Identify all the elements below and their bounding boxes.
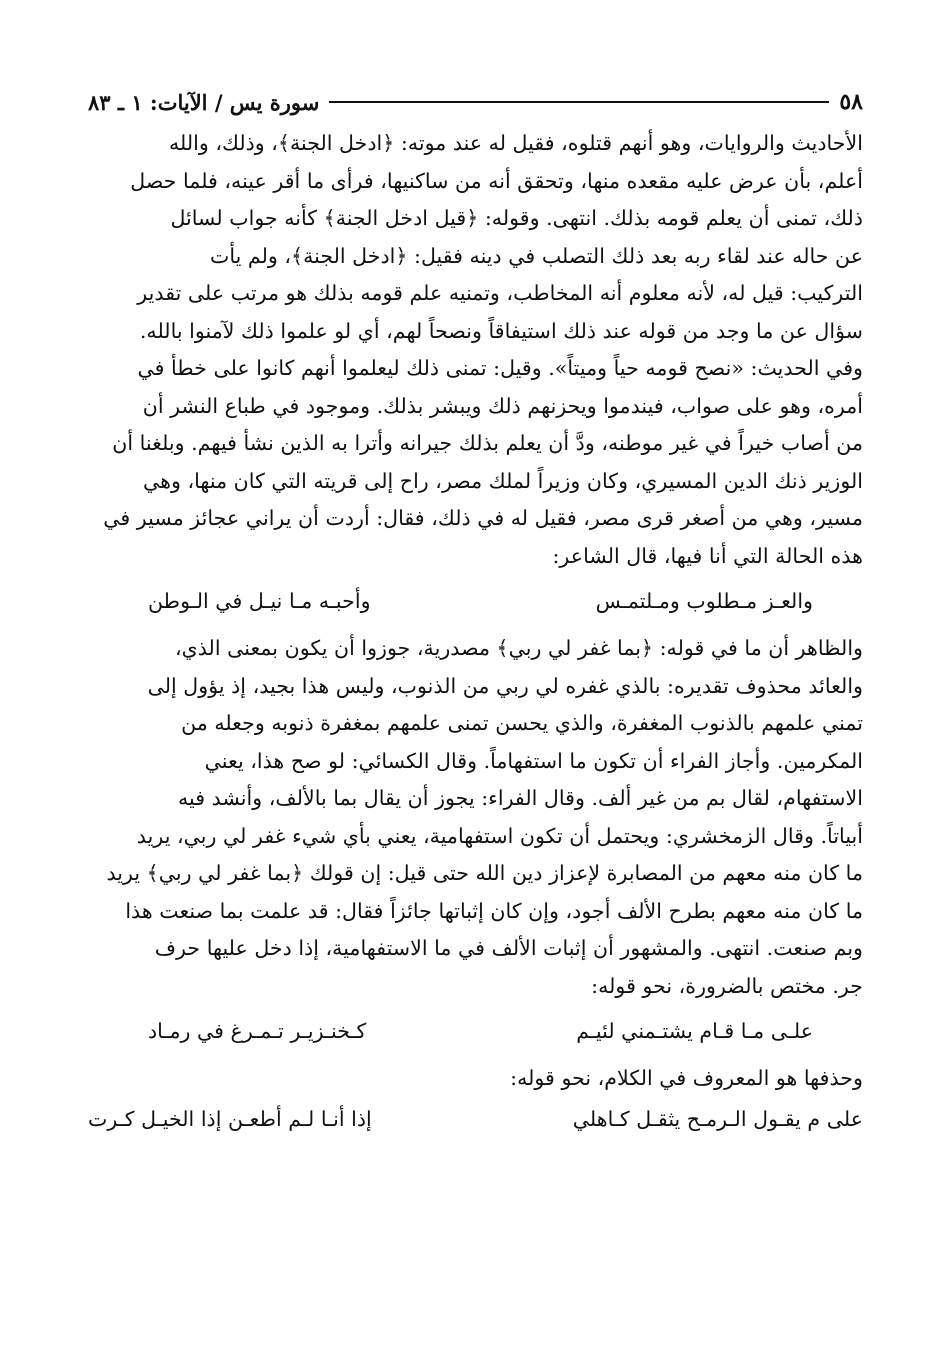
- text-line: أبياتاً. وقال الزمخشري: ويحتمل أن تكون استفهامية، يعني بأي شيء غفر لي ربي، يريد: [136, 823, 863, 848]
- text-line: والعائد محذوف تقديره: بالذي غفره لي ربي من الذنوب، وليس هذا بجيد، إذ يؤول إلى: [147, 673, 863, 698]
- text-line: عن حاله عند لقاء ربه بعد ذلك التصلب في دينه فقيل: ﴿ادخل الجنة﴾، ولم يأت: [209, 243, 863, 268]
- text-line: أعلم، بأن عرض عليه مقعده منها، وتحقق أنه من ساكنيها، فرأى ما أقر عينه، فلما حصل: [130, 168, 863, 193]
- text-line: ذلك، تمنى أن يعلم قومه بذلك. انتهى. وقوله: ﴿قيل ادخل الجنة﴾ كأنه جواب لسائل: [170, 206, 863, 230]
- text-line: مسير، وهي من أصغر قرى مصر، فقيل له في ذلك، فقال: أردت أن يراني عجائز مسير في: [103, 506, 863, 530]
- page-number: ٥٨: [839, 89, 863, 115]
- verse-first-hemistich: علـى مـا قـام يشتـمني لئيـم: [576, 1019, 813, 1043]
- paragraph-2: [88, 630, 863, 1005]
- text-line: الأحاديث والروايات، وهو أنهم قتلوه، فقيل له عند موته: ﴿ادخل الجنة﴾، وذلك، والله: [168, 131, 863, 155]
- page-header: [88, 85, 863, 119]
- book-page: [88, 85, 863, 1142]
- text-line: وبم صنعت. انتهى. والمشهور أن إثبات الألف في ما الاستفهامية، إذا دخل عليها حرف: [154, 936, 863, 960]
- text-line: الوزير ذنك الدين المسيري، وكان وزيراً لملك مصر، راح إلى قريته التي كان منها، وهي: [142, 468, 863, 493]
- text-line: الاستفهام، لقال بم من غير ألف. وقال الفراء: يجوز أن يقال بما بالألف، وأنشد فيه: [177, 786, 863, 810]
- verse-2: [88, 1013, 863, 1050]
- text-line: ما كان منه معهم بطرح الألف أجود، وإن كان إثباتها جائزاً فقال: قد علمت بما صنعت هذا: [125, 898, 863, 923]
- text-line: من أصاب خيراً في غير موطنه، ودَّ أن يعلم بذلك جيرانه وأترا به الذين نشأ فيهم. وبلغنا أن: [112, 431, 863, 455]
- text-line: وحذفها هو المعروف في الكلام، نحو قوله:: [510, 1066, 863, 1090]
- text-line: هذه الحالة التي أنا فيها، قال الشاعر:: [552, 543, 863, 568]
- text-line: أمره، وهو على صواب، فيندموا ويحزنهم ذلك ويبشر بذلك. وموجود في طباع النشر أن: [142, 393, 863, 418]
- verse-first-hemistich: على م يقـول الـرمـح يثقـل كـاهلي: [572, 1107, 863, 1131]
- text-line: التركيب: قيل له، لأنه معلوم أنه المخاطب، وتمنيه علم قومه بذلك هو مرتب على تقدير: [137, 281, 863, 305]
- text-line: جر. مختص بالضرورة، نحو قوله:: [591, 973, 863, 998]
- verse-first-hemistich: والعـز مـطلوب ومـلتمـس: [595, 589, 813, 613]
- text-line: المكرمين. وأجاز الفراء أن تكون ما استفهاماً. وقال الكسائي: لو صح هذا، يعني: [204, 748, 863, 773]
- verse-3: [88, 1101, 863, 1138]
- text-line: والظاهر أن ما في قوله: ﴿بما غفر لي ربي﴾ مصدرية، جوزوا أن يكون بمعنى الذي،: [174, 636, 863, 660]
- text-line: سؤال عن ما وجد من قوله عند ذلك استيفاقاً ونصحاً لهم، أي لو علموا ذلك لآمنوا بالله.: [139, 318, 863, 343]
- paragraph-1: [88, 125, 863, 575]
- verse-second-hemistich: كـخنـزيـر تـمـرغ في رمـاد: [148, 1019, 367, 1043]
- verse-1: [88, 583, 863, 620]
- verse-second-hemistich: وأحبـه مـا نيـل في الـوطن: [148, 589, 371, 613]
- header-title: سورة يس / الآيات: ١ ـ ٨٣: [88, 89, 320, 115]
- text-line: وفي الحديث: «نصح قومه حياً وميتاً». وقيل: تمنى ذلك ليعلموا أنهم كانوا على خطأ في: [137, 356, 863, 380]
- text-line: ما كان منه معهم من المصابرة لإعزاز دين الله حتى قيل: إن قولك ﴿بما غفر لي ربي﴾ يريد: [106, 861, 863, 885]
- text-line: تمني علمهم بالذنوب المغفرة، والذي يحسن تمنى علمهم بمغفرة ذنوبه وجعله من: [181, 711, 863, 735]
- header-rule: [329, 101, 829, 103]
- verse-second-hemistich: إذا أنـا لـم أطعـن إذا الخيـل كـرت: [88, 1107, 372, 1131]
